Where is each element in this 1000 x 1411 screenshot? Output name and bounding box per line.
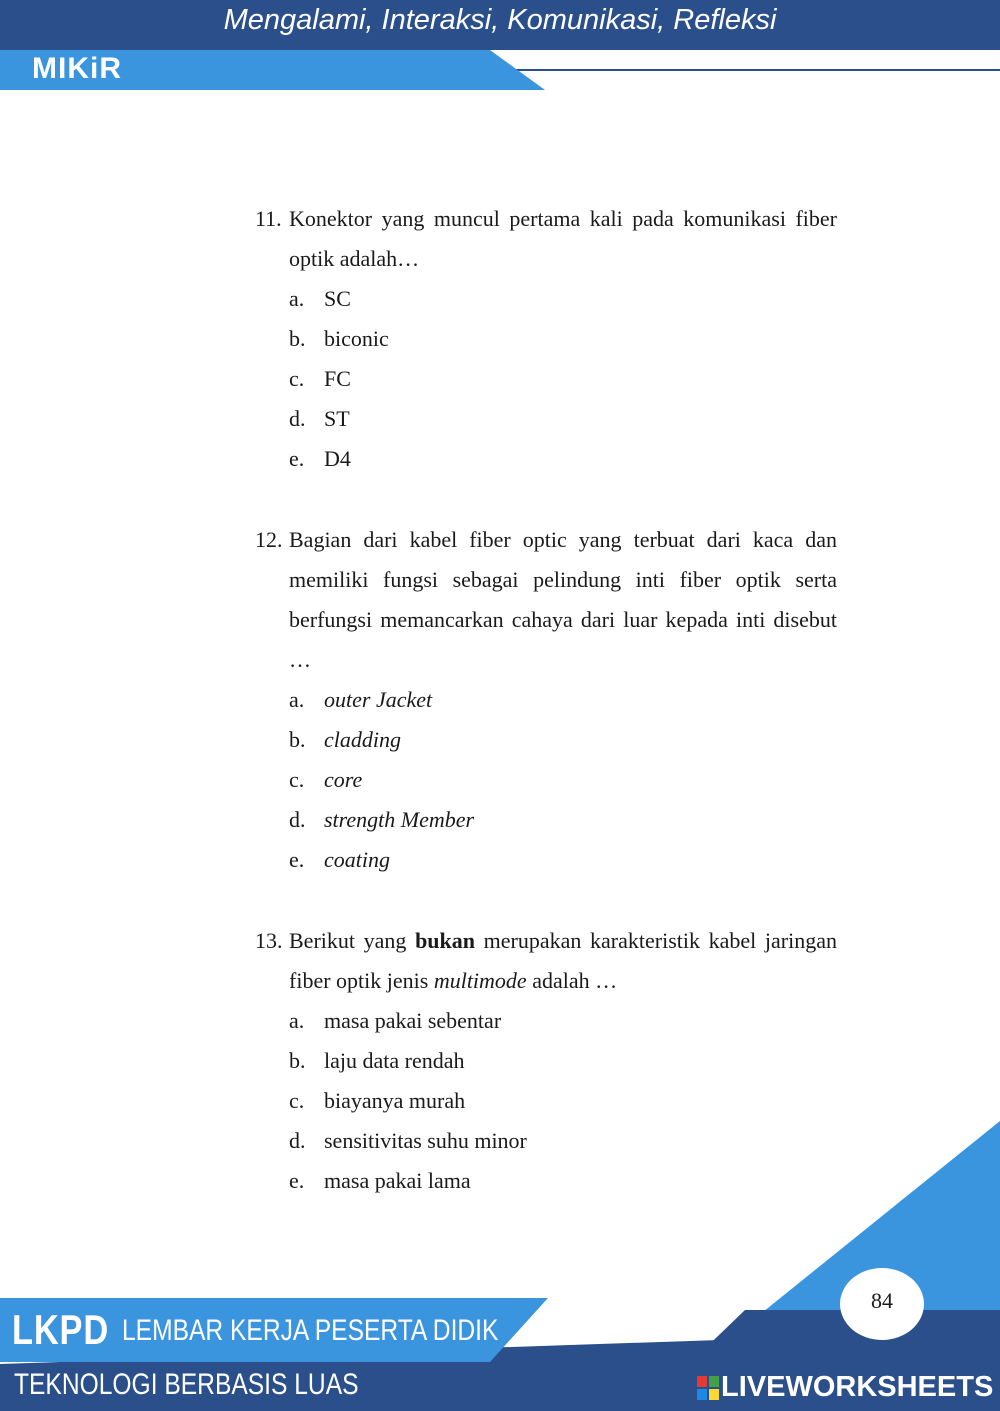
stem-emphasis-bold: bukan xyxy=(415,928,476,953)
option-a[interactable] xyxy=(289,680,837,720)
option-text: sensitivitas suhu minor xyxy=(324,1128,527,1153)
option-b[interactable] xyxy=(289,319,837,359)
option-text: SC xyxy=(324,286,351,311)
option-text: ST xyxy=(324,406,350,431)
option-text: D4 xyxy=(324,446,351,471)
question-number: 13. xyxy=(255,928,283,953)
option-letter: a. xyxy=(289,1008,305,1033)
option-letter: e. xyxy=(289,847,305,872)
option-text: biconic xyxy=(324,326,389,351)
option-d[interactable] xyxy=(289,399,837,439)
option-text: outer Jacket xyxy=(324,687,433,712)
question-13 xyxy=(255,921,837,1201)
footer-lkpd-subtitle: LEMBAR KERJA PESERTA DIDIK xyxy=(122,1314,499,1347)
footer-lkpd-title: LKPD xyxy=(12,1306,110,1353)
question-11 xyxy=(255,199,837,479)
option-c[interactable] xyxy=(289,359,837,399)
question-stem xyxy=(255,199,837,279)
option-letter: c. xyxy=(289,1088,305,1113)
liveworksheets-logo-icon xyxy=(697,1376,719,1400)
question-number: 11. xyxy=(255,206,282,231)
question-text: Konektor yang muncul pertama kali pada komunikasi fiber optik adalah… xyxy=(289,206,837,271)
option-text: strength Member xyxy=(324,807,475,832)
option-letter: c. xyxy=(289,767,305,792)
option-a[interactable] xyxy=(289,1001,837,1041)
option-text: biayanya murah xyxy=(324,1088,466,1113)
option-letter: d. xyxy=(289,807,306,832)
option-text: coating xyxy=(324,847,390,872)
option-e[interactable] xyxy=(289,1161,837,1201)
question-12 xyxy=(255,520,837,880)
question-stem xyxy=(255,520,837,680)
option-text: masa pakai sebentar xyxy=(324,1008,502,1033)
question-stem xyxy=(255,921,837,1001)
question-number: 12. xyxy=(255,527,283,552)
option-e[interactable] xyxy=(289,840,837,880)
stem-part: Berikut yang xyxy=(289,928,407,953)
option-letter: b. xyxy=(289,1048,306,1073)
option-c[interactable] xyxy=(289,1081,837,1121)
option-text: cladding xyxy=(324,727,401,752)
option-a[interactable] xyxy=(289,279,837,319)
footer-subject: TEKNOLOGI BERBASIS LUAS xyxy=(14,1368,359,1401)
question-text xyxy=(289,921,837,1001)
option-e[interactable] xyxy=(289,439,837,479)
stem-part: merupakan karakteristik kabel jaringan fiber optik jenis xyxy=(289,928,838,993)
option-letter: e. xyxy=(289,446,305,471)
option-b[interactable] xyxy=(289,720,837,760)
header-title: Mengalami, Interaksi, Komunikasi, Refleksi xyxy=(223,4,777,36)
liveworksheets-brand[interactable]: LIVEWORKSHEETS xyxy=(721,1371,994,1403)
page-number: 84 xyxy=(871,1288,893,1313)
option-letter: c. xyxy=(289,366,305,391)
stem-part: adalah … xyxy=(532,968,618,993)
option-text: laju data rendah xyxy=(324,1048,465,1073)
option-d[interactable] xyxy=(289,1121,837,1161)
option-text: core xyxy=(324,767,363,792)
option-d[interactable] xyxy=(289,800,837,840)
option-letter: d. xyxy=(289,1128,306,1153)
option-c[interactable] xyxy=(289,760,837,800)
option-letter: a. xyxy=(289,687,305,712)
option-letter: d. xyxy=(289,406,306,431)
question-text: Bagian dari kabel fiber optic yang terbuat dari kaca dan memiliki fungsi sebagai pelindung inti fiber optik serta berfungsi memancarkan cahaya dari luar kepada inti disebut … xyxy=(289,527,837,672)
option-letter: a. xyxy=(289,286,305,311)
stem-emphasis-italic: multimode xyxy=(433,968,527,993)
header-tab-label: MIKiR xyxy=(32,52,122,85)
option-text: FC xyxy=(324,366,351,391)
option-letter: b. xyxy=(289,326,306,351)
option-b[interactable] xyxy=(289,1041,837,1081)
option-text: masa pakai lama xyxy=(324,1168,471,1193)
option-letter: e. xyxy=(289,1168,305,1193)
option-letter: b. xyxy=(289,727,306,752)
